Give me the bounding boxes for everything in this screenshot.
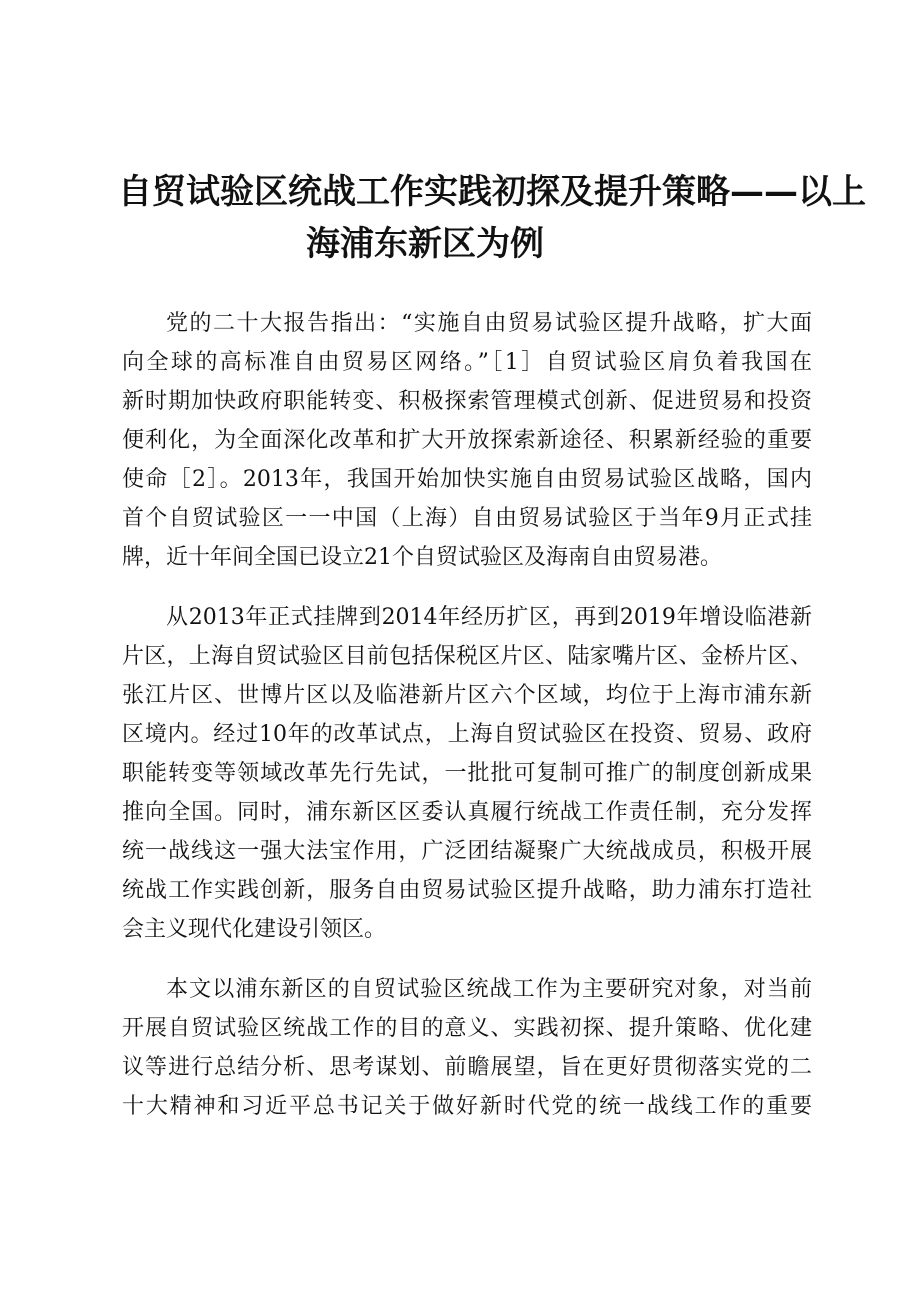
paragraph-line: 党的二十大报告指出：“实施自由贸易试验区提升战略，扩大面 <box>166 311 812 336</box>
paragraph-line: 张江片区、世博片区以及临港新片区六个区域，均位于上海市浦东新 <box>122 683 812 708</box>
paragraph-line: 向全球的高标准自由贸易区网络。”［1］自贸试验区肩负着我国在 <box>122 350 812 375</box>
paragraph-line: 片区，上海自贸试验区目前包括保税区片区、陆家嘴片区、金桥片区、 <box>122 644 812 669</box>
title-line-1: 自贸试验区统战工作实践初探及提升策略——以上 <box>118 172 866 212</box>
document-body <box>122 304 812 1147</box>
paragraph-line: 本文以浦东新区的自贸试验区统战工作为主要研究对象，对当前 <box>166 977 812 1002</box>
paragraph-1 <box>122 304 812 577</box>
paragraph-2 <box>122 598 812 949</box>
paragraph-line: 使命［2］。2013年，我国开始加快实施自由贸易试验区战略，国内 <box>122 467 812 492</box>
paragraph-line: 统一战线这一强大法宝作用，广泛团结凝聚广大统战成员，积极开展 <box>122 839 812 864</box>
paragraph-line: 首个自贸试验区一一中国（上海）自由贸易试验区于当年9月正式挂 <box>122 506 812 531</box>
paragraph-line: 十大精神和习近平总书记关于做好新时代党的统一战线工作的重要 <box>122 1094 812 1119</box>
paragraph-line: 统战工作实践创新，服务自由贸易试验区提升战略，助力浦东打造社 <box>122 878 812 903</box>
paragraph-3 <box>122 970 812 1126</box>
paragraph-line: 便利化，为全面深化改革和扩大开放探索新途径、积累新经验的重要 <box>122 428 812 453</box>
paragraph-line: 区境内。经过10年的改革试点，上海自贸试验区在投资、贸易、政府 <box>122 722 812 747</box>
paragraph-line: 会主义现代化建设引领区。 <box>122 917 387 942</box>
document-title <box>118 166 866 270</box>
paragraph-line: 牌，近十年间全国已设立21个自贸试验区及海南自由贸易港。 <box>122 545 722 570</box>
paragraph-line: 开展自贸试验区统战工作的目的意义、实践初探、提升策略、优化建 <box>122 1016 812 1041</box>
paragraph-line: 职能转变等领域改革先行先试，一批批可复制可推广的制度创新成果 <box>122 761 812 786</box>
paragraph-line: 议等进行总结分析、思考谋划、前瞻展望，旨在更好贯彻落实党的二 <box>122 1055 812 1080</box>
paragraph-line: 新时期加快政府职能转变、积极探索管理模式创新、促进贸易和投资 <box>122 389 812 414</box>
title-line-2: 海浦东新区为例 <box>306 224 544 264</box>
paragraph-line: 从2013年正式挂牌到2014年经历扩区，再到2019年增设临港新 <box>166 605 812 630</box>
paragraph-line: 推向全国。同时，浦东新区区委认真履行统战工作责任制，充分发挥 <box>122 800 812 825</box>
